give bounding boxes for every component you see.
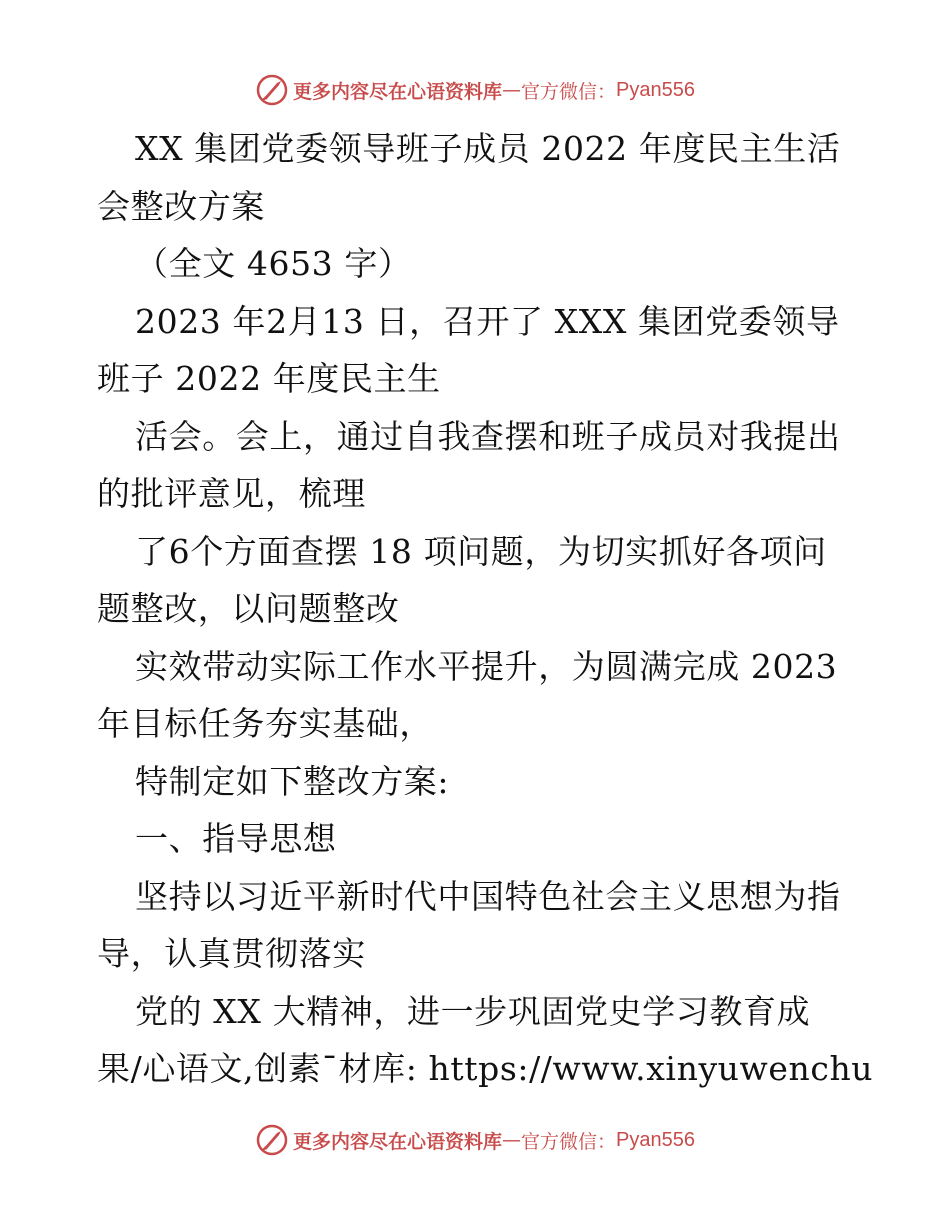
paragraph-line: 的批评意见，梳理 — [97, 474, 366, 513]
banner-text: 更多内容尽在心语资料库 — [293, 80, 503, 103]
footer-banner — [0, 1120, 950, 1160]
document-body — [97, 120, 874, 1098]
section-heading: 一、指导思想 — [135, 819, 337, 858]
document-title-line: 会整改方案 — [97, 186, 265, 226]
paragraph-line: 特制定如下整改方案: — [135, 761, 450, 801]
paragraph-line: 实效带动实际工作水平提升，为圆满完成 2023 — [135, 646, 838, 686]
quill-logo-icon — [255, 73, 289, 107]
paragraph-line: 班子 2022 年度民主生 — [97, 359, 441, 398]
banner-text: 更多内容尽在心语资料库 — [293, 1130, 503, 1153]
paragraph-line: 了6个方面查摆 18 项问题，为切实抓好各项问 — [135, 531, 827, 571]
paragraph-line: 2023 年2月13 日，召开了 XXX 集团党委领导 — [135, 301, 840, 341]
paragraph-line: 坚持以习近平新时代中国特色社会主义思想为指 — [135, 876, 841, 916]
paragraph-line: 导，认真贯彻落实 — [97, 934, 366, 973]
banner-wechat-label: 官方微信： — [521, 80, 617, 103]
paragraph-line: 活会。会上，通过自我查摆和班子成员对我提出 — [135, 416, 841, 456]
paragraph-line: 果/心语文,创素¯材库: https://www.xinyuwenchu — [97, 1049, 874, 1088]
banner-separator: — — [502, 1129, 522, 1151]
word-count-note: （全文 4653 字） — [135, 244, 412, 283]
paragraph-line: 题整改，以问题整改 — [97, 589, 400, 628]
quill-logo-icon — [255, 1123, 289, 1157]
banner-separator: — — [502, 79, 522, 101]
banner-wechat-id: Pyan556 — [616, 78, 695, 101]
header-banner — [0, 70, 950, 110]
paragraph-line: 党的 XX 大精神，进一步巩固党史学习教育成 — [135, 991, 811, 1031]
banner-wechat-id: Pyan556 — [616, 1128, 695, 1151]
paragraph-line: 年目标任务夯实基础， — [97, 704, 433, 743]
banner-wechat-label: 官方微信： — [521, 1130, 617, 1153]
document-title-line: XX 集团党委领导班子成员 2022 年度民主生活 — [135, 129, 841, 168]
